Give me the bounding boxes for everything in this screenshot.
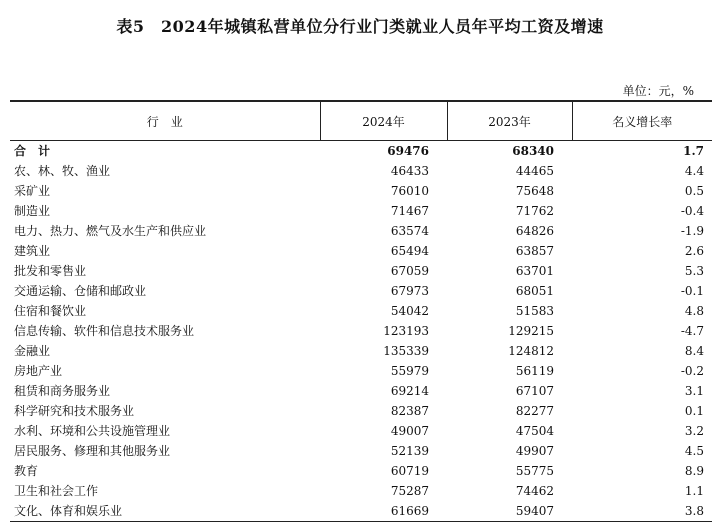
value-2023-cell: 68051 — [515, 284, 554, 298]
industry-cell: 合 计 — [14, 144, 51, 158]
table-row — [10, 501, 712, 522]
value-2024-cell: 76010 — [390, 184, 429, 198]
value-2023-cell: 82277 — [515, 404, 554, 418]
value-2023-cell: 63857 — [515, 244, 554, 258]
growth-rate-cell: 5.3 — [684, 264, 704, 278]
table-row — [10, 321, 712, 341]
table-row — [10, 341, 712, 361]
value-2023-cell: 124812 — [508, 344, 554, 358]
value-2023-cell: 71762 — [515, 204, 554, 218]
table-row — [10, 161, 712, 181]
value-2023-cell: 44465 — [515, 164, 554, 178]
industry-cell: 建筑业 — [14, 244, 51, 258]
value-2023-cell: 49907 — [515, 444, 554, 458]
industry-cell: 制造业 — [14, 204, 51, 218]
header-industry: 行 业 — [10, 101, 320, 141]
value-2023-cell: 63701 — [515, 264, 554, 278]
header-2024: 2024年 — [320, 101, 447, 141]
wage-table — [10, 100, 712, 522]
industry-cell: 金融业 — [14, 344, 51, 358]
growth-rate-cell: -0.4 — [680, 204, 704, 218]
value-2023-cell: 59407 — [447, 501, 572, 522]
growth-rate-cell: 2.6 — [684, 244, 704, 258]
total-row — [10, 141, 712, 162]
table-row — [10, 301, 712, 321]
industry-cell: 农、林、牧、渔业 — [14, 164, 111, 178]
growth-rate-cell: -0.1 — [680, 284, 704, 298]
value-2023-cell: 51583 — [515, 304, 554, 318]
value-2024-cell: 61669 — [320, 501, 447, 522]
value-2024-cell: 60719 — [390, 464, 429, 478]
growth-rate-cell: 0.5 — [684, 184, 704, 198]
growth-rate-cell: 1.1 — [684, 484, 704, 498]
value-2023-cell: 64826 — [515, 224, 554, 238]
growth-rate-cell: -0.2 — [680, 364, 704, 378]
value-2024-cell: 52139 — [390, 444, 429, 458]
value-2023-cell: 56119 — [515, 364, 554, 378]
industry-cell: 科学研究和技术服务业 — [14, 404, 135, 418]
table-row — [10, 241, 712, 261]
table-row — [10, 461, 712, 481]
value-2024-cell: 69476 — [387, 144, 429, 158]
industry-cell: 教育 — [14, 464, 39, 478]
industry-cell: 房地产业 — [14, 364, 63, 378]
header-row — [10, 101, 712, 141]
growth-rate-cell: 3.2 — [684, 424, 704, 438]
industry-cell: 交通运输、仓储和邮政业 — [14, 284, 147, 298]
growth-rate-cell: -4.7 — [680, 324, 704, 338]
table-body — [10, 141, 712, 522]
value-2024-cell: 67973 — [390, 284, 429, 298]
value-2023-cell: 129215 — [508, 324, 554, 338]
industry-cell: 批发和零售业 — [14, 264, 87, 278]
value-2024-cell: 75287 — [390, 484, 429, 498]
table-row — [10, 201, 712, 221]
value-2024-cell: 49007 — [390, 424, 429, 438]
industry-cell: 采矿业 — [14, 184, 51, 198]
value-2024-cell: 54042 — [390, 304, 429, 318]
industry-cell: 水利、环境和公共设施管理业 — [14, 424, 171, 438]
growth-rate-cell: 8.9 — [684, 464, 704, 478]
value-2024-cell: 69214 — [390, 384, 429, 398]
growth-rate-cell: 4.4 — [684, 164, 704, 178]
value-2024-cell: 65494 — [390, 244, 429, 258]
growth-rate-cell: 8.4 — [684, 344, 704, 358]
table-row — [10, 441, 712, 461]
value-2023-cell: 67107 — [515, 384, 554, 398]
growth-rate-cell: 0.1 — [684, 404, 704, 418]
value-2023-cell: 68340 — [512, 144, 554, 158]
table-row — [10, 381, 712, 401]
industry-cell: 住宿和餐饮业 — [14, 304, 87, 318]
value-2023-cell: 74462 — [515, 484, 554, 498]
value-2023-cell: 47504 — [515, 424, 554, 438]
value-2023-cell: 55775 — [515, 464, 554, 478]
table-row — [10, 481, 712, 501]
value-2024-cell: 46433 — [390, 164, 429, 178]
growth-rate-cell: 3.8 — [572, 501, 712, 522]
table-row — [10, 361, 712, 381]
unit-note: 单位：元，% — [622, 84, 694, 98]
industry-cell: 电力、热力、燃气及水生产和供应业 — [14, 224, 207, 238]
value-2024-cell: 82387 — [390, 404, 429, 418]
table-row — [10, 401, 712, 421]
value-2024-cell: 55979 — [390, 364, 429, 378]
industry-cell: 租赁和商务服务业 — [14, 384, 111, 398]
industry-cell: 居民服务、修理和其他服务业 — [14, 444, 171, 458]
value-2024-cell: 63574 — [390, 224, 429, 238]
industry-cell: 文化、体育和娱乐业 — [10, 501, 320, 522]
table-row — [10, 261, 712, 281]
table-row — [10, 221, 712, 241]
header-growth: 名义增长率 — [572, 101, 712, 141]
table-title: 表5 2024年城镇私营单位分行业门类就业人员年平均工资及增速 — [116, 17, 604, 36]
growth-rate-cell: 1.7 — [683, 144, 704, 158]
table-row — [10, 181, 712, 201]
industry-cell: 信息传输、软件和信息技术服务业 — [14, 324, 195, 338]
table-row — [10, 421, 712, 441]
growth-rate-cell: 4.8 — [684, 304, 704, 318]
value-2024-cell: 135339 — [383, 344, 429, 358]
header-2023: 2023年 — [447, 101, 572, 141]
table-row — [10, 281, 712, 301]
value-2024-cell: 71467 — [390, 204, 429, 218]
industry-cell: 卫生和社会工作 — [14, 484, 99, 498]
growth-rate-cell: 4.5 — [684, 444, 704, 458]
growth-rate-cell: 3.1 — [684, 384, 704, 398]
value-2023-cell: 75648 — [515, 184, 554, 198]
growth-rate-cell: -1.9 — [680, 224, 704, 238]
value-2024-cell: 123193 — [383, 324, 429, 338]
value-2024-cell: 67059 — [390, 264, 429, 278]
